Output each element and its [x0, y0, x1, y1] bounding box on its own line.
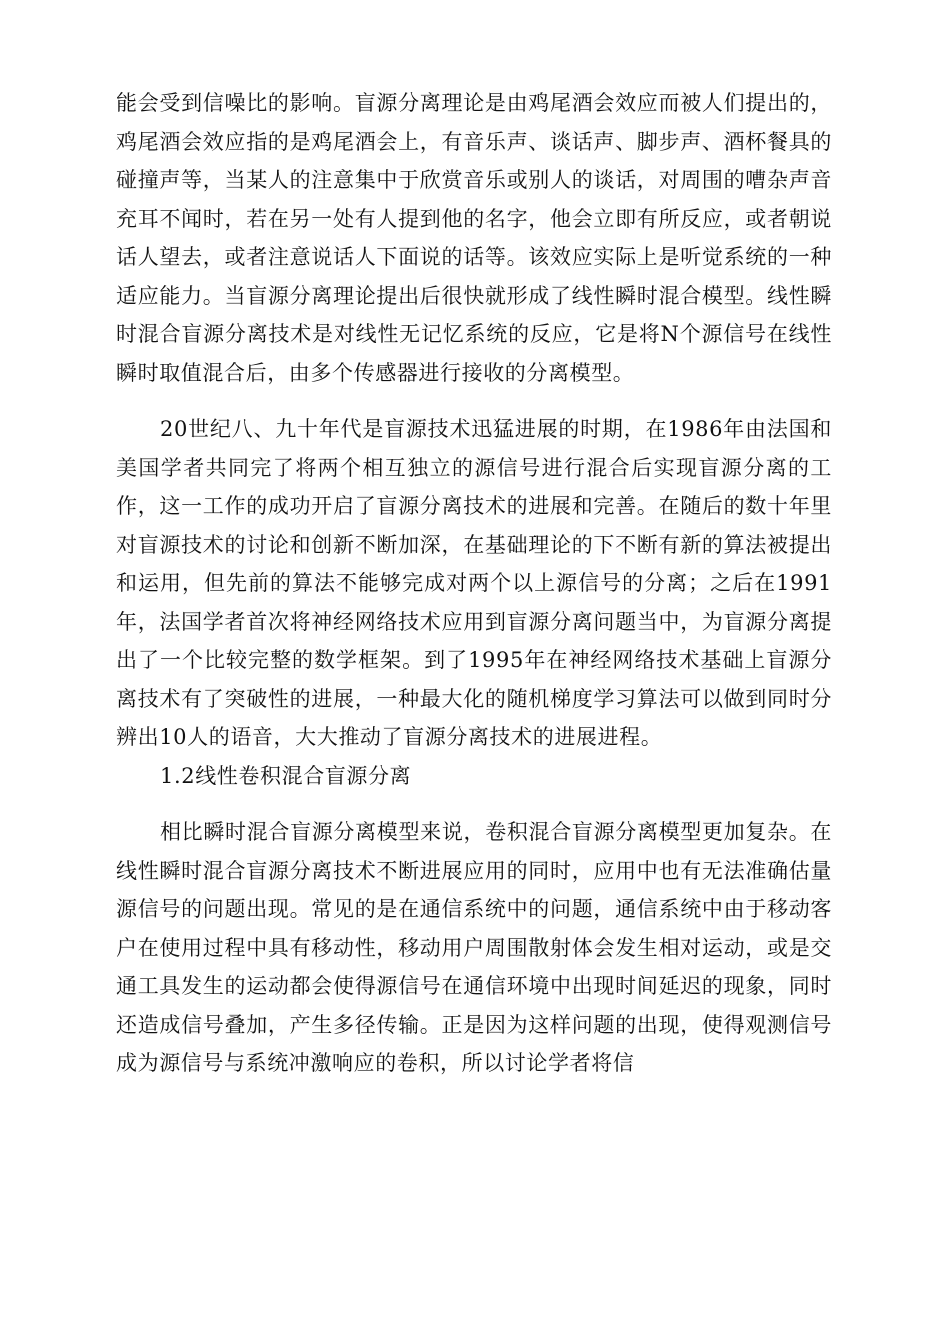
document-body	[116, 84, 832, 1083]
paragraph-cocktail-party: 能会受到信噪比的影响。盲源分离理论是由鸡尾酒会效应而被人们提出的，鸡尾酒会效应指的是鸡尾酒会上，有音乐声、谈话声、脚步声、酒杯餐具的碰撞声等，当某人的注意集中于欣赏音乐或别人的谈话，对周围的嘈杂声音充耳不闻时，若在另一处有人提到他的名字，他会立即有所反应，或者朝说话人望去，或者注意说话人下面说的话等。该效应实际上是听觉系统的一种适应能力。当盲源分离理论提出后很快就形成了线性瞬时混合模型。线性瞬时混合盲源分离技术是对线性无记忆系统的反应，它是将N个源信号在线性瞬时取值混合后，由多个传感器进行接收的分离模型。	[116, 91, 832, 385]
paragraph-convolutive: 相比瞬时混合盲源分离模型来说，卷积混合盲源分离模型更加复杂。在线性瞬时混合盲源分离技术不断进展应用的同时，应用中也有无法准确估量源信号的问题出现。常见的是在通信系统中的问题，通信系统中由于移动客户在使用过程中具有移动性，移动用户周围散射体会发生相对运动，或是交通工具发生的运动都会使得源信号在通信环境中出现时间延迟的现象，同时还造成信号叠加，产生多径传输。正是因为这样问题的出现，使得观测信号成为源信号与系统冲激响应的卷积，所以讨论学者将信	[116, 820, 832, 1075]
section-heading: 1.2线性卷积混合盲源分离	[160, 763, 412, 788]
paragraph-history: 20世纪八、九十年代是盲源技术迅猛进展的时期，在1986年由法国和美国学者共同完了将两个相互独立的源信号进行混合后实现盲源分离的工作，这一工作的成功开启了盲源分离技术的进展和完善。在随后的数十年里对盲源技术的讨论和创新不断加深，在基础理论的下不断有新的算法被提出和运用，但先前的算法不能够完成对两个以上源信号的分离；之后在1991年，法国学者首次将神经网络技术应用到盲源分离问题当中，为盲源分离提出了一个比较完整的数学框架。到了1995年在神经网络技术基础上盲源分离技术有了突破性的进展，一种最大化的随机梯度学习算法可以做到同时分辨出10人的语音，大大推动了盲源分离技术的进展进程。	[116, 417, 832, 749]
